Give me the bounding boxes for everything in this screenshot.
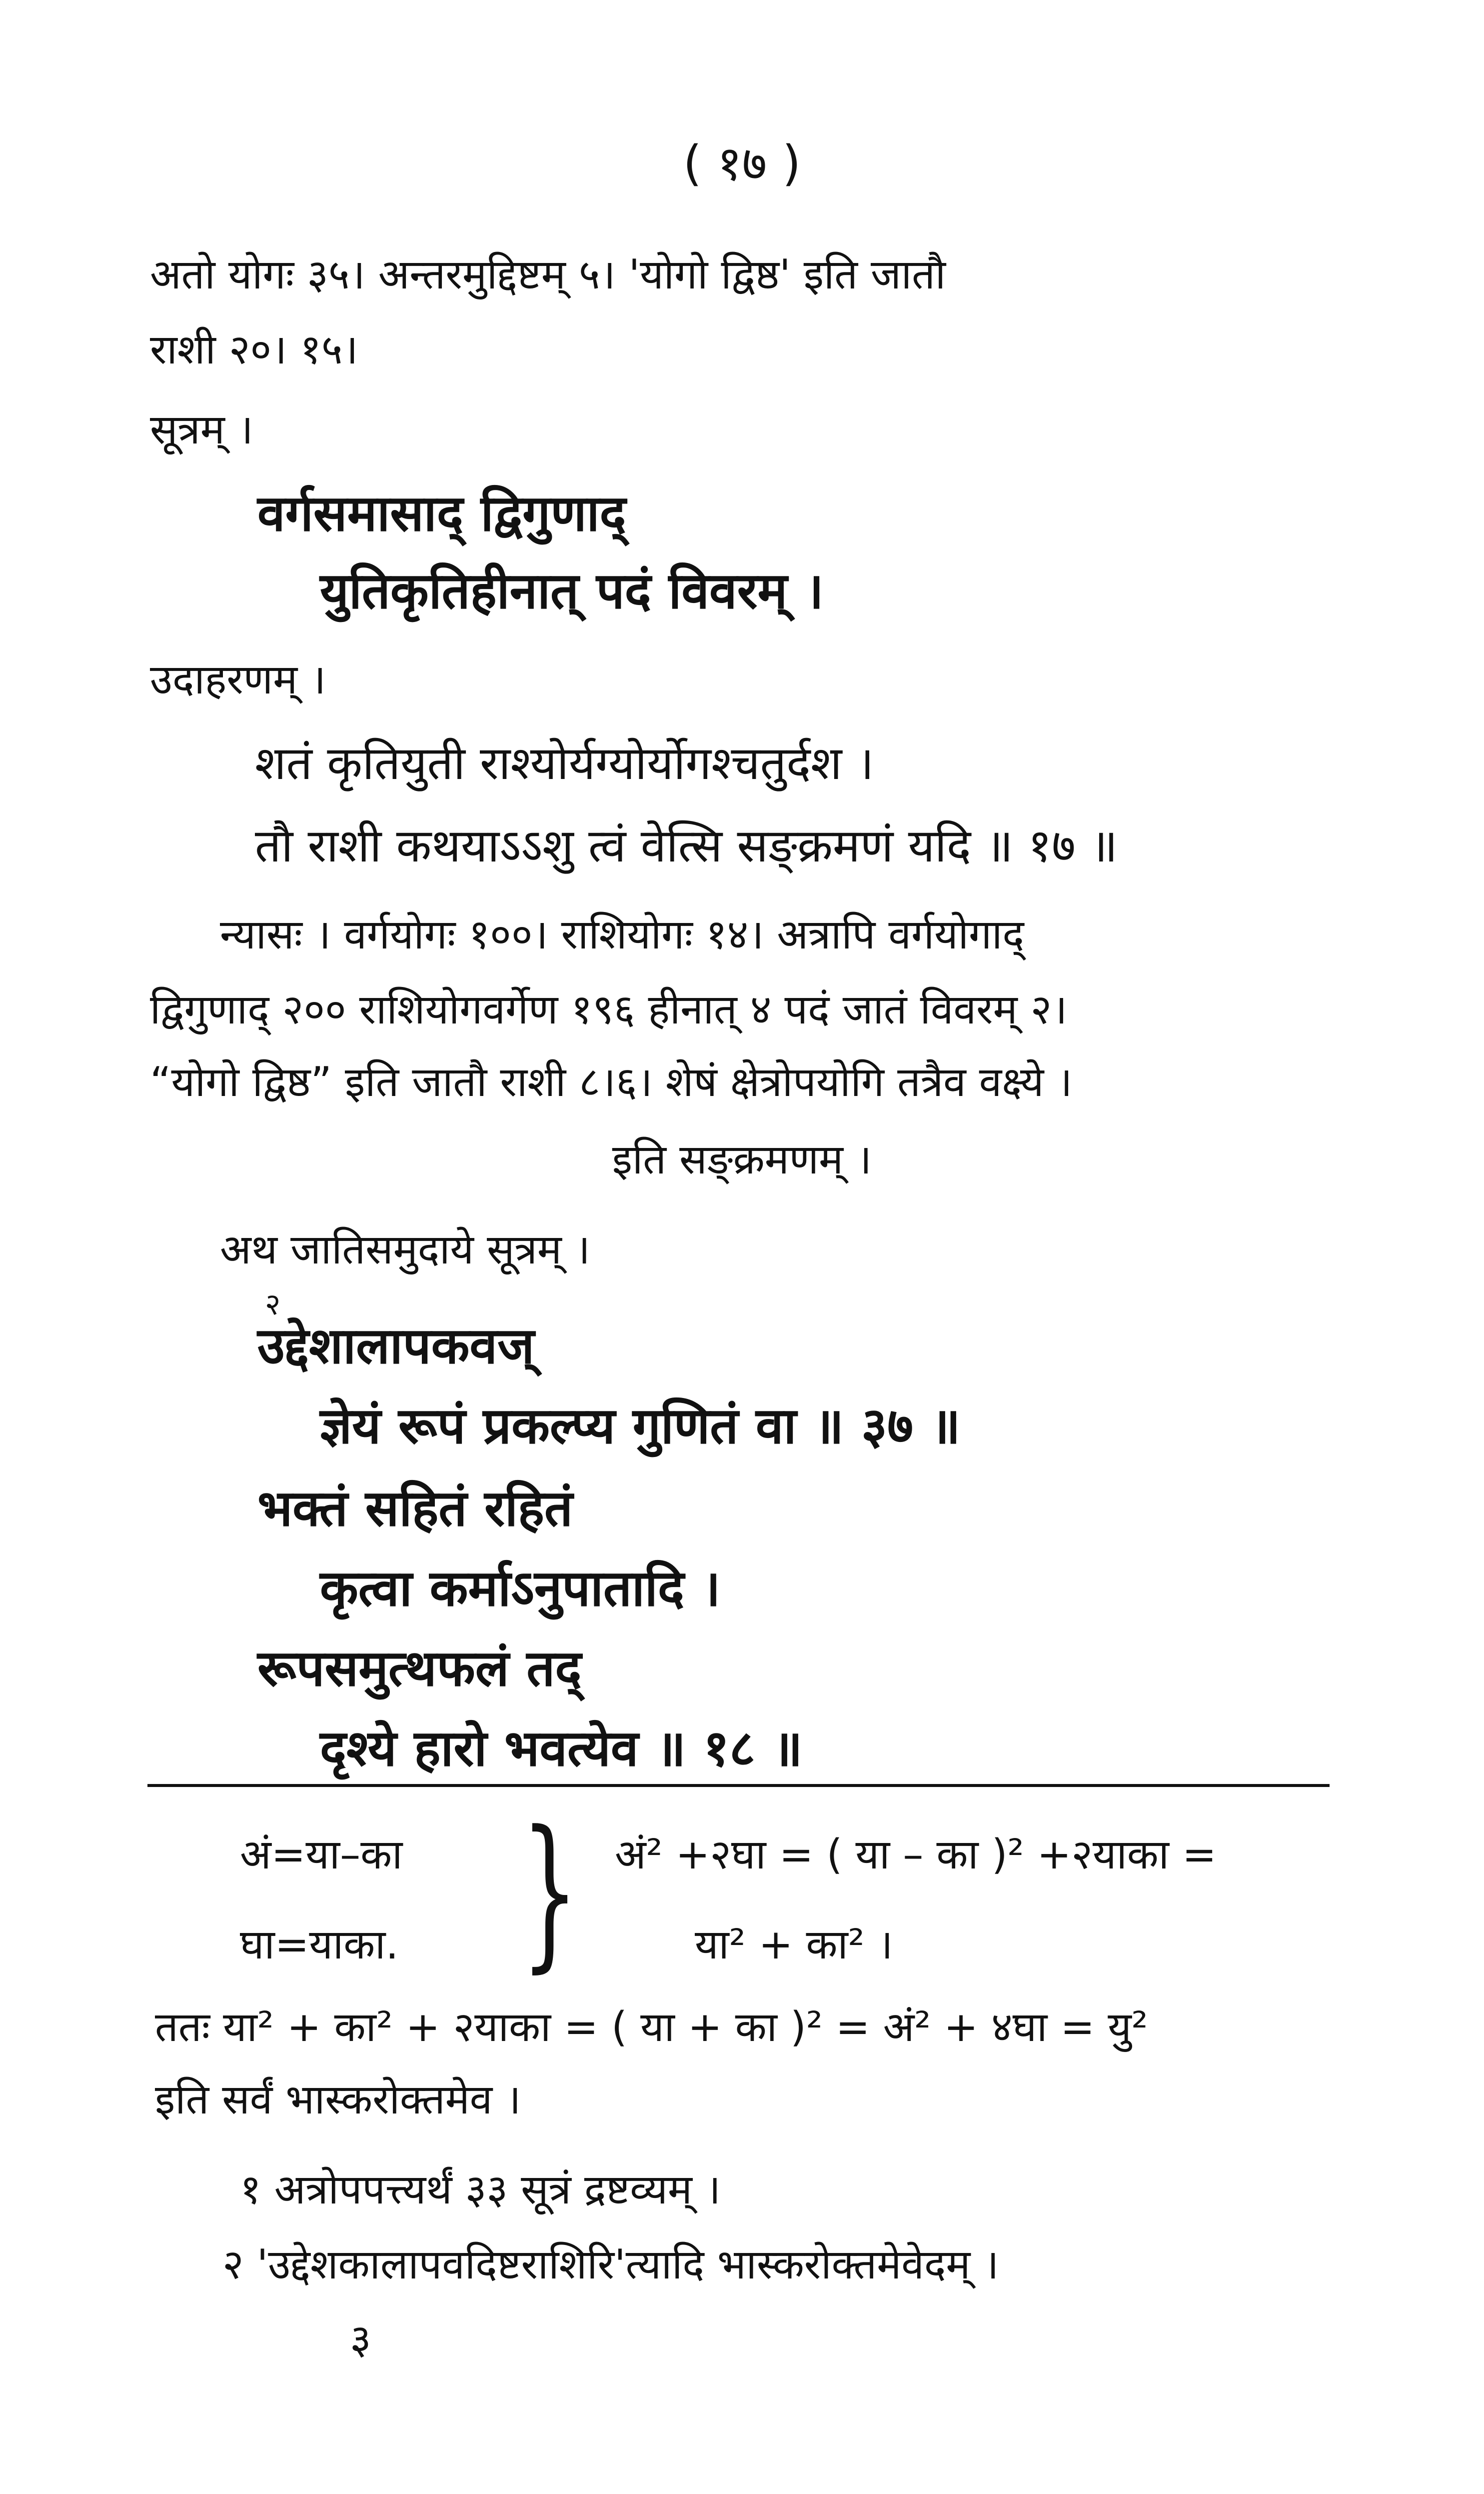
sutra2-line-2: ज्ञेयं रूपं प्रकल्प्य गुणितं वा ॥ ३७ ॥	[320, 1396, 961, 1455]
text-line-9: न्यासः । वर्गयोगः १००। राशियोगः १४। अत्रापि वर्गयोगाद्	[220, 911, 1024, 958]
page-number: ( १७ )	[683, 136, 801, 192]
math-line-2: घा=याका.	[240, 1921, 399, 1968]
math-line-1: अं=या–का	[240, 1831, 403, 1878]
sutra-line-1: वर्गसमासाद् द्विगुणाद्	[257, 484, 626, 542]
sutra-line-2: युतिकृतिहीनात् पदं विवरम् ।	[320, 562, 824, 620]
signature-mark: ३	[350, 2316, 371, 2364]
sutra2-line-1: उद्देशालापकवज्	[257, 1316, 535, 1375]
sutra2-line-6: दृश्ये हारो भवत्येव ॥ १८ ॥	[320, 1719, 803, 1778]
text-line-10: द्विगुणाद् २०० राशियोगवर्गेण १९६ हीनात् ४ पदं जातं विवरम् २।	[150, 986, 1068, 1034]
text-line-1: अतो योगः ३५। अन्तरमुद्दिष्टम् ५। 'योगो द्विष्ठ' इति जातौ	[150, 251, 946, 298]
text-line-2: राशी २०। १५।	[150, 326, 358, 374]
text-line-13: अथ जातिसमुदाये सूत्रम् ।	[220, 1226, 590, 1274]
math-line-4: या² + का² ।	[695, 1921, 893, 1968]
math-line-6: इति सर्वं भास्करोक्तमेव ।	[155, 2076, 521, 2124]
footnote-1: १ अत्रोपपत्त्यर्थं ३३ सूत्रं द्रष्टव्यम् ।	[240, 2166, 721, 2214]
sutra2-line-4: कृत्वा कर्माऽनुपातादि ।	[320, 1559, 721, 1618]
text-line-11: “योगो द्विष्ठ” इति जातौ राशी ८।६। शेषं क्षेत्रोपयोगि तत्रैव वक्ष्ये ।	[150, 1058, 1073, 1106]
verse-line-2: तौ राशी कथयाऽऽशु त्वं वेत्सि सङ्क्रमणं यदि ॥ १७ ॥	[255, 819, 1118, 872]
math-line-5: ततः या² + का² + २याका = ( या + का )² = अं² + ४घा = यु²	[155, 2004, 1148, 2051]
math-line-3: अं² +२घा = ( या – का )² +२याका =	[615, 1831, 1217, 1878]
sutra-heading: सूत्रम् ।	[150, 406, 253, 454]
section-end: इति सङ्क्रमणम् ।	[612, 1136, 872, 1184]
example-heading: उदाहरणम् ।	[150, 656, 326, 704]
verse-line-1: शतं कृतियुती राश्योर्यग्योर्योगश्चतुर्दश ।	[255, 736, 874, 790]
brace-icon: }	[521, 1796, 579, 1988]
footnote-divider	[147, 1784, 1330, 1787]
sutra2-line-5: रूपसमुत्थफलं तद्	[257, 1639, 582, 1698]
sutra2-line-3: भक्तं सहितं रहितं	[257, 1479, 573, 1538]
footnote-mark: २	[265, 1287, 281, 1322]
footnote-2: २ 'उद्देशकालापवदिष्टराशिरि'त्यादि भास्करोक्तमेवेदम् ।	[222, 2241, 999, 2288]
